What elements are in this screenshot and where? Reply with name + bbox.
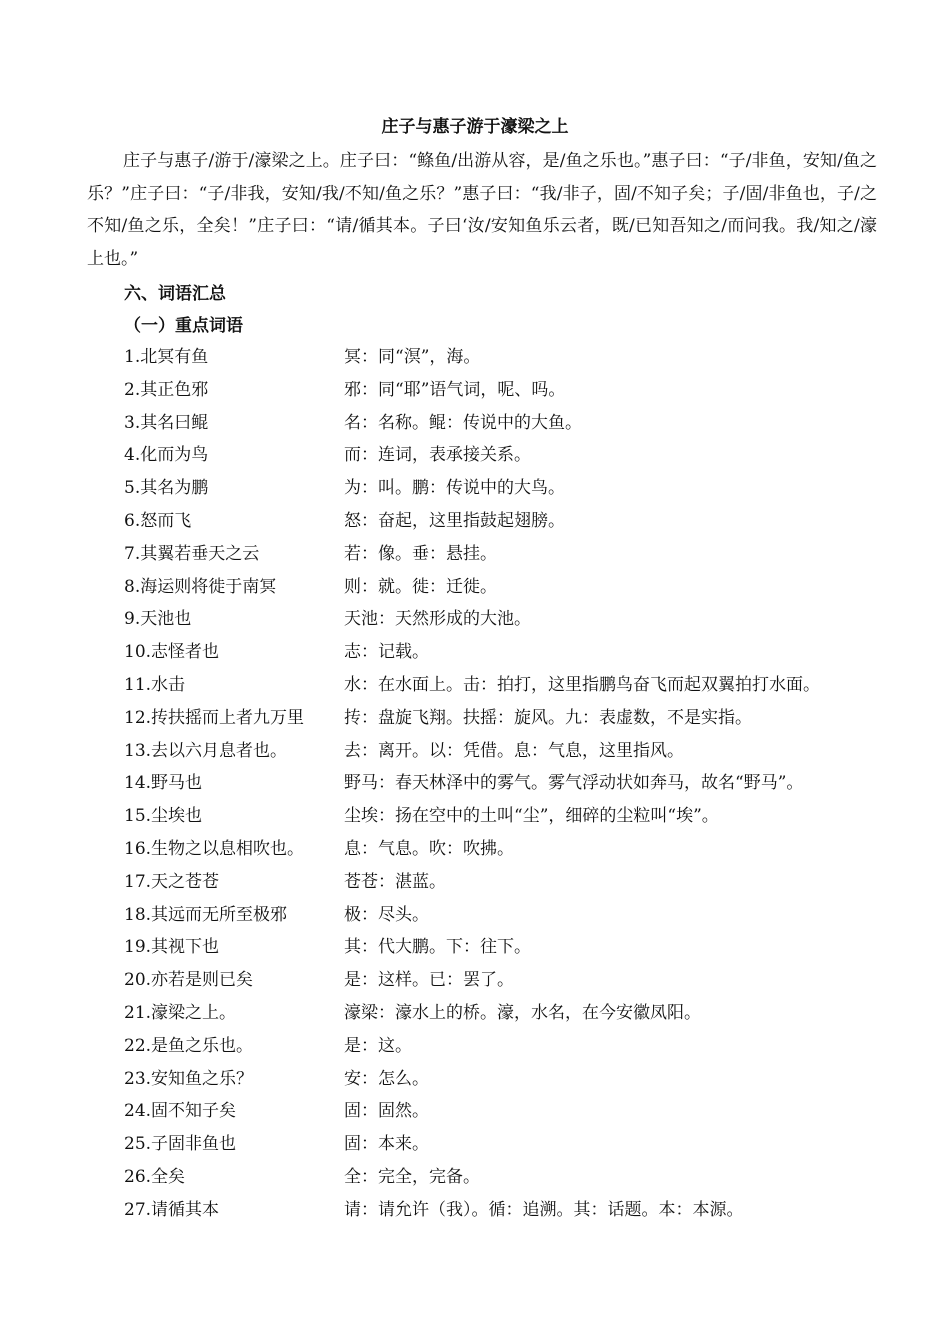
- vocab-term: 10.志怪者也: [124, 642, 220, 663]
- vocab-gloss: 野马：春天林泽中的雾气。雾气浮动状如奔马，故名“野马”。: [344, 773, 804, 794]
- vocab-term: 25.子固非鱼也: [124, 1134, 237, 1155]
- vocab-term: 7.其翼若垂天之云: [124, 543, 260, 564]
- vocab-gloss: 若：像。垂：悬挂。: [344, 543, 497, 564]
- vocab-gloss: 息：气息。吹：吹拂。: [344, 839, 514, 859]
- vocab-row: [0, 671, 950, 701]
- sub-section-title: （一）重点词语: [124, 316, 243, 336]
- vocab-term: 4.化而为鸟: [124, 445, 209, 466]
- vocab-term: 1.北冥有鱼: [124, 347, 209, 367]
- vocab-gloss: 邪：同“耶”语气词，呢、吗。: [344, 379, 566, 400]
- vocab-gloss: 濠梁：濠水上的桥。濠，水名，在今安徽凤阳。: [344, 1003, 701, 1023]
- vocab-gloss: 而：连词，表承接关系。: [344, 445, 531, 466]
- vocab-term: 14.野马也: [124, 773, 203, 794]
- vocab-term: 27.请循其本: [124, 1199, 220, 1220]
- vocab-row: [0, 737, 950, 767]
- passage-title: 庄子与惠子游于濠梁之上: [381, 117, 569, 137]
- vocab-gloss: 怒：奋起，这里指鼓起翅膀。: [344, 511, 565, 531]
- vocab-gloss: 是：这样。已：罢了。: [344, 970, 514, 991]
- vocab-term: 3.其名曰鲲: [124, 412, 209, 433]
- vocab-row: [0, 835, 950, 865]
- vocab-gloss: 尘埃：扬在空中的土叫“尘”，细碎的尘粒叫“埃”。: [344, 806, 719, 827]
- vocab-term: 12.抟扶摇而上者九万里: [124, 707, 305, 728]
- vocab-gloss: 志：记载。: [344, 642, 429, 663]
- section-title: 六、词语汇总: [124, 284, 226, 304]
- vocab-row: [0, 704, 950, 734]
- vocab-gloss: 是：这。: [344, 1035, 412, 1056]
- vocab-gloss: 安：怎么。: [344, 1068, 429, 1089]
- vocab-term: 8.海运则将徙于南冥: [124, 576, 277, 597]
- vocab-term: 11.水击: [124, 675, 186, 695]
- vocab-row: [0, 802, 950, 832]
- vocab-row: [0, 901, 950, 931]
- vocab-row: [0, 1163, 950, 1193]
- vocab-row: [0, 409, 950, 439]
- vocab-row: [0, 966, 950, 996]
- vocab-gloss: 全：完全，完备。: [344, 1167, 480, 1187]
- vocab-term: 13.去以六月息者也。: [124, 740, 288, 761]
- vocab-row: [0, 1196, 950, 1226]
- vocab-row: [0, 474, 950, 504]
- vocab-gloss: 其：代大鹏。下：往下。: [344, 937, 531, 958]
- vocab-term: 6.怒而飞: [124, 511, 192, 531]
- vocab-term: 17.天之苍苍: [124, 871, 220, 892]
- vocab-term: 2.其正色邪: [124, 379, 209, 400]
- vocab-gloss: 为：叫。鹏：传说中的大鸟。: [344, 478, 565, 499]
- vocab-row: [0, 999, 950, 1029]
- vocab-row: [0, 605, 950, 635]
- vocab-row: [0, 868, 950, 898]
- vocab-term: 9.天池也: [124, 609, 192, 630]
- vocab-row: [0, 573, 950, 603]
- vocab-term: 26.全矣: [124, 1167, 186, 1187]
- vocab-row: [0, 1032, 950, 1062]
- vocab-gloss: 极：尽头。: [344, 904, 429, 925]
- vocab-row: [0, 1097, 950, 1127]
- vocab-term: 18.其远而无所至极邪: [124, 904, 288, 925]
- vocab-row: [0, 376, 950, 406]
- vocab-row: [0, 638, 950, 668]
- vocab-row: [0, 1065, 950, 1095]
- vocab-row: [0, 507, 950, 537]
- vocab-row: [0, 540, 950, 570]
- vocab-row: [0, 441, 950, 471]
- vocab-term: 19.其视下也: [124, 937, 220, 958]
- vocab-gloss: 请：请允许（我）。循：追溯。其：话题。本：本源。: [344, 1199, 744, 1220]
- vocab-term: 21.濠梁之上。: [124, 1003, 237, 1023]
- vocab-gloss: 名：名称。鲲：传说中的大鱼。: [344, 412, 582, 433]
- vocab-term: 23.安知鱼之乐？: [124, 1068, 254, 1089]
- vocab-gloss: 水：在水面上。击：拍打，这里指鹏鸟奋飞而起双翼拍打水面。: [344, 675, 820, 695]
- vocab-gloss: 抟：盘旋飞翔。扶摇：旋风。九：表虚数，不是实指。: [344, 707, 752, 728]
- vocab-gloss: 则：就。徙：迁徙。: [344, 576, 497, 597]
- vocab-term: 20.亦若是则已矣: [124, 970, 254, 991]
- vocab-term: 16.生物之以息相吹也。: [124, 839, 305, 859]
- vocab-term: 5.其名为鹏: [124, 478, 209, 499]
- vocab-term: 24.固不知子矣: [124, 1101, 237, 1122]
- vocab-term: 22.是鱼之乐也。: [124, 1035, 254, 1056]
- vocab-row: [0, 933, 950, 963]
- vocab-term: 15.尘埃也: [124, 806, 203, 827]
- vocab-gloss: 固：本来。: [344, 1134, 429, 1155]
- vocab-gloss: 苍苍：湛蓝。: [344, 871, 446, 892]
- vocab-gloss: 去：离开。以：凭借。息：气息，这里指风。: [344, 740, 684, 761]
- vocab-row: [0, 1130, 950, 1160]
- vocab-gloss: 固：固然。: [344, 1101, 429, 1122]
- vocab-gloss: 天池：天然形成的大池。: [344, 609, 531, 630]
- vocab-row: [0, 343, 950, 373]
- vocab-gloss: 冥：同“溟”，海。: [344, 347, 481, 367]
- vocab-row: [0, 769, 950, 799]
- passage-text: 庄子与惠子/游于/濠梁之上。庄子曰：“鲦鱼/出游从容，是/鱼之乐也。”惠子曰：“子/非鱼，安知/鱼之乐？”庄子曰：“子/非我，安知/我/不知/鱼之乐？”惠子曰：“我/非子，固/不知子矣；子/固/非鱼也，子/之不知/鱼之乐，全矣！”庄子曰：“请/循其本。子曰‘汝/安知鱼乐云者，既/已知吾知之/而问我。我/知之/濠上也。”: [87, 151, 877, 269]
